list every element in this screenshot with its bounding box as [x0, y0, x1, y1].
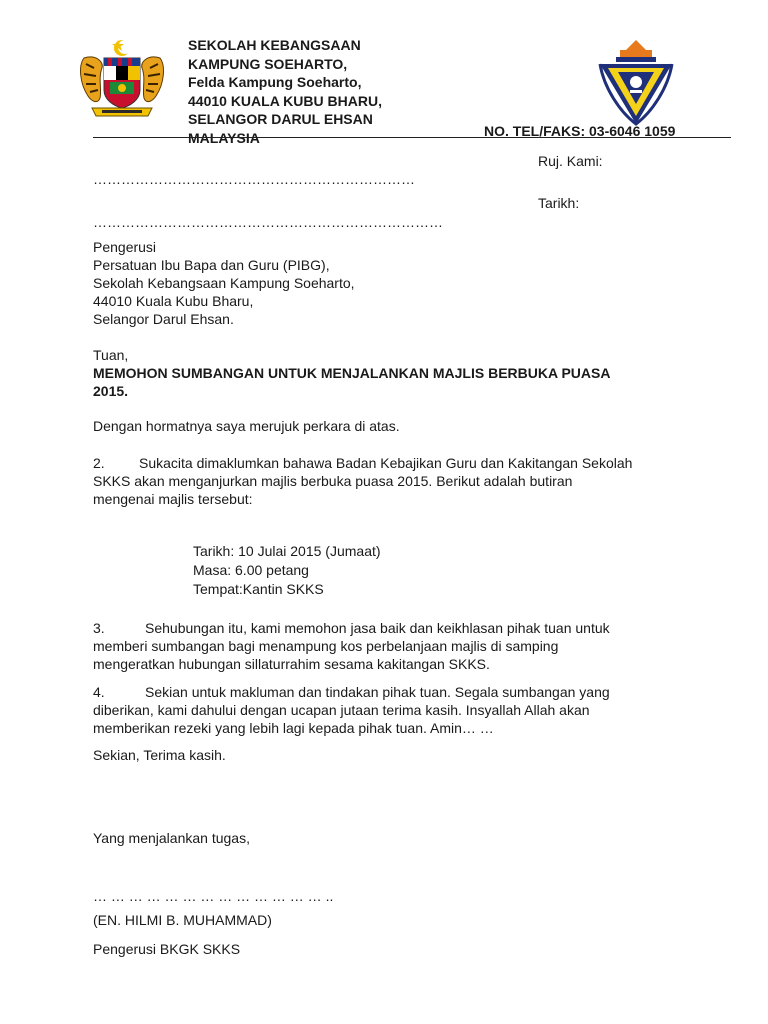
salutation: Tuan, [93, 347, 129, 363]
paragraph-number: 2. [93, 455, 105, 471]
paragraph-3-line: Sehubungan itu, kami memohon jasa baik dan keikhlasan pihak tuan untuk [145, 620, 610, 636]
paragraph-3-line: mengeratkan hubungan sillaturrahim sesama kakitangan SKKS. [93, 656, 490, 672]
paragraph-1: Dengan hormatnya saya merujuk perkara di atas. [93, 418, 400, 434]
school-line: SELANGOR DARUL EHSAN [188, 111, 373, 127]
school-line: KAMPUNG SOEHARTO, [188, 55, 348, 72]
signer-title: Pengerusi BKGK SKKS [93, 941, 241, 957]
dots-line: ………………………………………………………………… [93, 214, 443, 230]
paragraph-4-line: memberikan rezeki yang lebih lagi kepada pihak tuan. Amin… … [93, 720, 494, 736]
event-date: Tarikh: 10 Julai 2015 (Jumaat) [193, 543, 381, 559]
paragraph-2-line: Sukacita dimaklumkan bahawa Badan Kebajikan Guru dan Kakitangan Sekolah [139, 455, 633, 471]
paragraph-4-line: diberikan, kami dahului dengan ucapan jutaan terima kasih. Insyallah Allah akan [93, 702, 590, 718]
recipient-line: Selangor Darul Ehsan. [93, 311, 234, 327]
paragraph-2-line: SKKS akan menganjurkan majlis berbuka puasa 2015. Berikut adalah butiran [93, 473, 573, 489]
recipient-line: Pengerusi [93, 239, 157, 255]
school-line: Felda Kampung Soeharto, [188, 74, 362, 90]
school-line: SEKOLAH KEBANGSAAN [188, 37, 361, 53]
school-line: MALAYSIA [188, 129, 260, 146]
tel-fax: NO. TEL/FAKS: 03-6046 1059 [484, 123, 676, 139]
recipient-line: 44010 Kuala Kubu Bharu, [93, 293, 254, 309]
signoff: Yang menjalankan tugas, [93, 830, 250, 846]
paragraph-number: 3. [93, 620, 105, 636]
header-divider [93, 137, 731, 138]
subject-line: MEMOHON SUMBANGAN UNTUK MENJALANKAN MAJLIS BERBUKA PUASA [93, 365, 611, 381]
closing: Sekian, Terima kasih. [93, 747, 226, 763]
dots-line: …………………………………………………………… [93, 171, 415, 187]
recipient-line: Sekolah Kebangsaan Kampung Soeharto, [93, 275, 355, 291]
event-venue: Tempat:Kantin SKKS [193, 581, 324, 597]
coat-of-arms-icon [74, 38, 170, 122]
paragraph-4-line: Sekian untuk makluman dan tindakan pihak tuan. Segala sumbangan yang [145, 684, 610, 700]
paragraph-2-line: mengenai majlis tersebut: [93, 491, 253, 507]
event-time: Masa: 6.00 petang [193, 562, 309, 578]
paragraph-number: 4. [93, 684, 105, 700]
paragraph-3-line: memberi sumbangan bagi menampung kos perbelanjaan majlis di samping [93, 638, 559, 654]
signer-name: (EN. HILMI B. MUHAMMAD) [93, 912, 272, 928]
school-address-block [188, 36, 382, 147]
date-label: Tarikh: [538, 195, 580, 211]
ref-label: Ruj. Kami: [538, 153, 603, 169]
school-badge-icon [594, 38, 678, 126]
signature-line: … … … … … … … … … … … … … .. [93, 888, 334, 904]
recipient-line: Persatuan Ibu Bapa dan Guru (PIBG), [93, 257, 330, 273]
subject-line: 2015. [93, 383, 129, 399]
school-line: 44010 KUALA KUBU BHARU, [188, 92, 382, 109]
